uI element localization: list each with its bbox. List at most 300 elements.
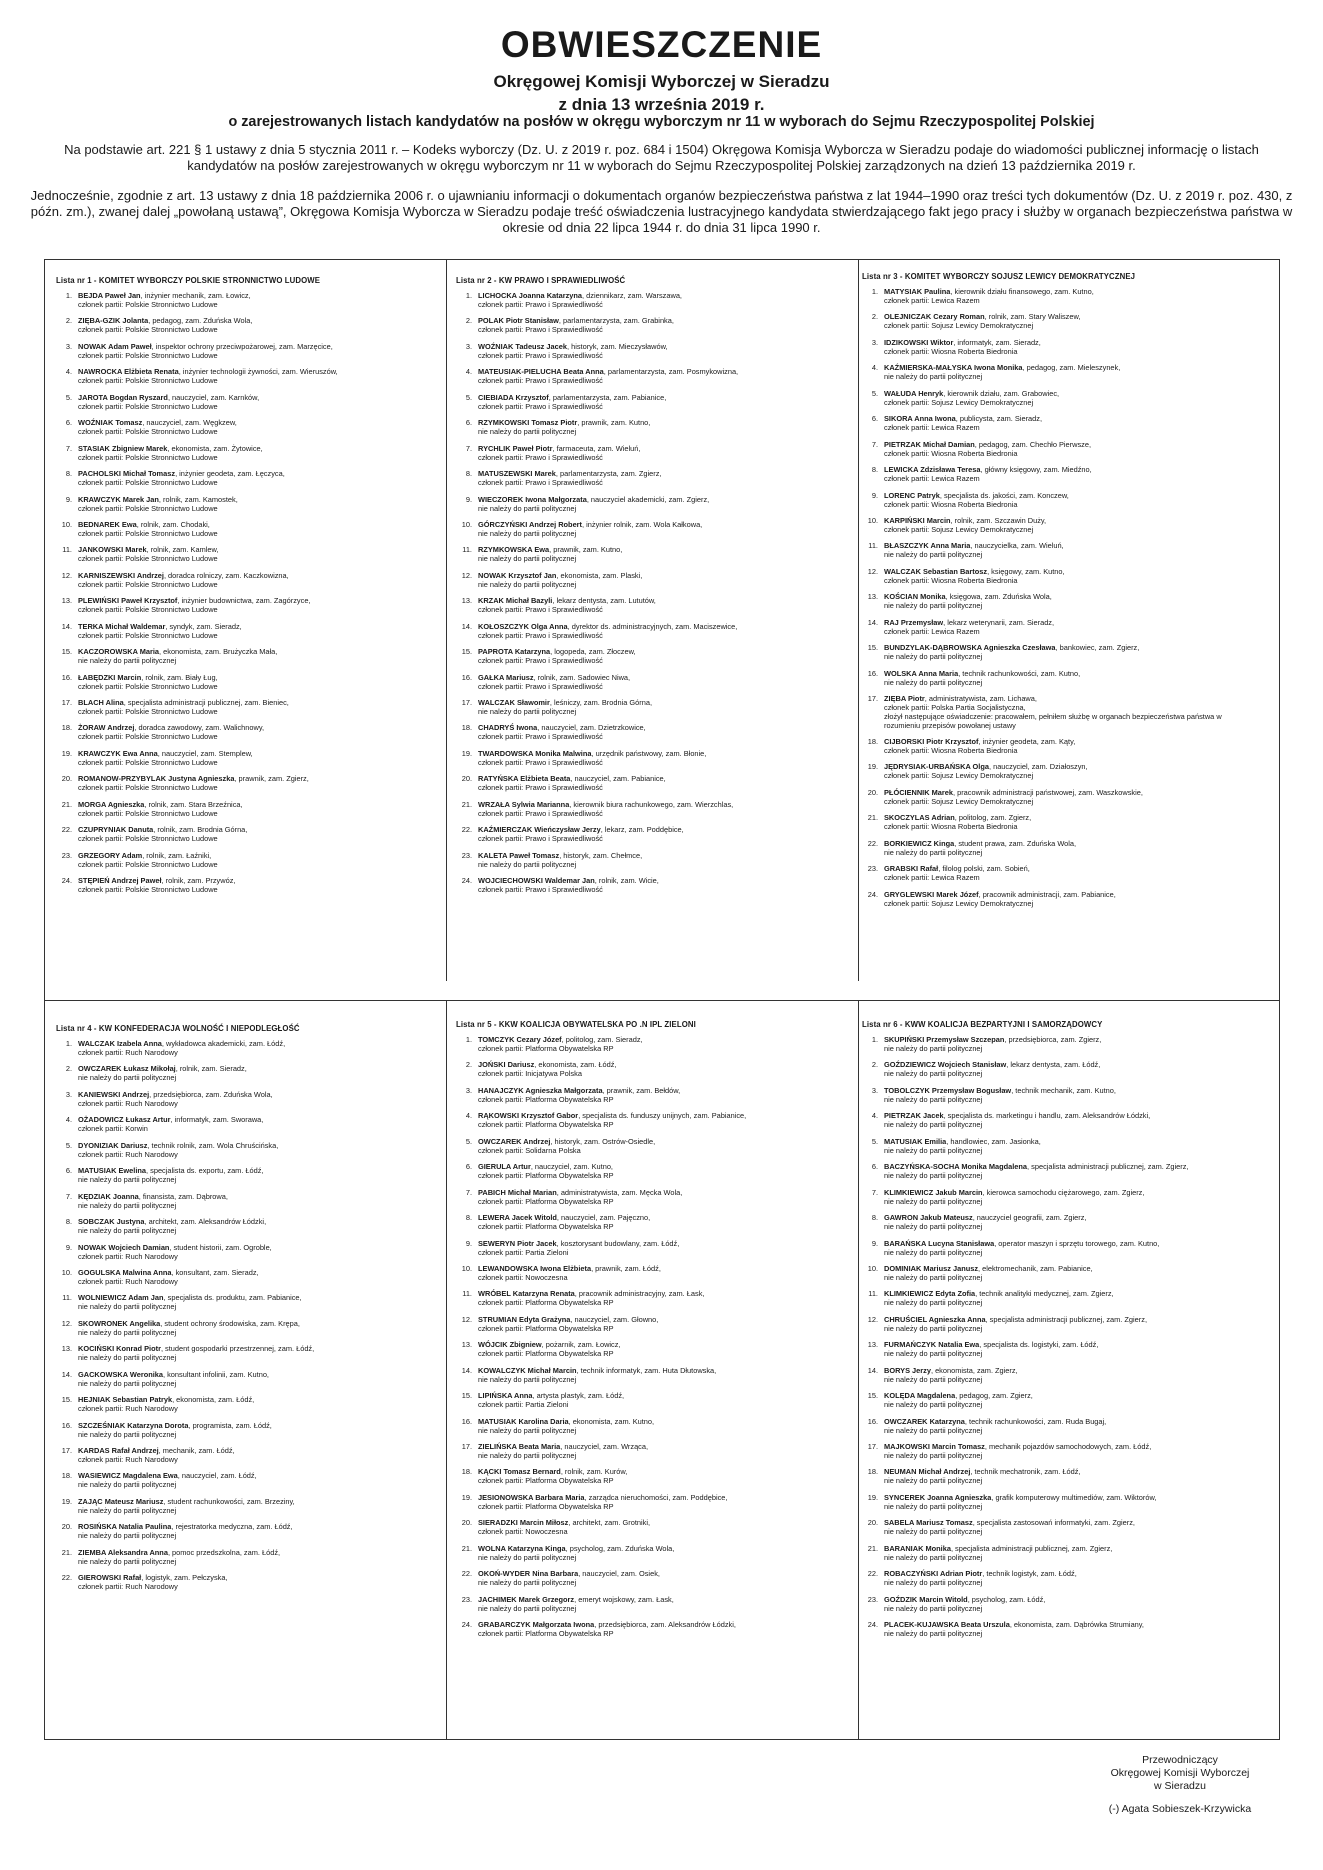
candidate-party: członek partii: Platforma Obywatelska RP bbox=[478, 1222, 614, 1232]
candidate-name: WRÓBEL Katarzyna Renata bbox=[478, 1289, 575, 1299]
candidate-entry bbox=[862, 1239, 1257, 1264]
candidate-number: 2. bbox=[871, 1060, 878, 1070]
candidate-occupation: , inżynier mechanik, zam. Łowicz, bbox=[140, 291, 251, 300]
candidate-party: członek partii: Korwin bbox=[78, 1124, 148, 1134]
candidate-party: członek partii: Platforma Obywatelska RP bbox=[478, 1298, 614, 1308]
candidate-number: 20. bbox=[867, 1518, 878, 1528]
candidate-party: członek partii: Lewica Razem bbox=[884, 474, 980, 484]
candidate-text bbox=[884, 541, 1257, 566]
candidate-number: 23. bbox=[461, 850, 472, 860]
candidate-name: GÓRCZYŃSKI Andrzej Robert bbox=[478, 519, 583, 529]
candidate-number: 5. bbox=[871, 1136, 878, 1146]
candidate-number: 18. bbox=[461, 723, 472, 733]
candidate-party: nie należy do partii politycznej bbox=[884, 1629, 983, 1639]
candidate-name: WOŹNIAK Tomasz bbox=[78, 418, 143, 428]
candidate-occupation: , księgowy, zam. Kutno, bbox=[987, 566, 1065, 576]
candidate-party: członek partii: Prawo i Sprawiedliwość bbox=[478, 452, 603, 462]
candidate-entry bbox=[56, 495, 451, 520]
candidate-entry bbox=[456, 1315, 851, 1340]
candidate-party: członek partii: Polskie Stronnictwo Ludowe bbox=[78, 681, 218, 691]
candidate-party: członek partii: Wiosna Roberta Biedronia bbox=[884, 746, 1018, 755]
candidate-occupation: , kierownik działu, zam. Grabowiec, bbox=[943, 388, 1060, 398]
candidate-name: GAŁKA Mariusz bbox=[478, 672, 534, 682]
candidate-text bbox=[78, 1039, 451, 1064]
candidate-text bbox=[884, 287, 1257, 312]
candidate-text bbox=[478, 1391, 851, 1416]
candidate-entry bbox=[456, 749, 851, 774]
candidate-occupation: , rolnik, zam. Biały Ług, bbox=[141, 672, 218, 682]
candidate-occupation: , nauczyciel, zam. Łódź, bbox=[177, 1471, 257, 1481]
candidate-text bbox=[884, 1595, 1257, 1620]
candidate-text bbox=[78, 622, 451, 647]
candidate-text bbox=[884, 839, 1257, 864]
candidate-name: STĘPIEŃ Andrzej Paweł bbox=[78, 876, 162, 886]
candidate-text bbox=[78, 1497, 451, 1522]
candidate-name: BEJDA Paweł Jan bbox=[78, 291, 141, 300]
divider-vertical-bottom-2 bbox=[858, 1000, 859, 1740]
candidate-name: PIETRZAK Jacek bbox=[884, 1111, 944, 1121]
candidate-text bbox=[884, 1442, 1257, 1467]
candidate-number: 6. bbox=[465, 418, 472, 428]
candidate-name: MORGA Agnieszka bbox=[78, 799, 145, 809]
candidate-occupation: , informatyk, zam. Sworawa, bbox=[170, 1115, 264, 1125]
candidate-occupation: , technik mechatronik, zam. Łódź, bbox=[970, 1467, 1081, 1477]
candidate-text bbox=[478, 1366, 851, 1391]
candidate-number: 23. bbox=[867, 1594, 878, 1604]
candidate-text bbox=[884, 1467, 1257, 1492]
candidate-entry bbox=[56, 596, 451, 621]
candidate-occupation: , artysta plastyk, zam. Łódź, bbox=[532, 1391, 625, 1401]
candidate-occupation: , historyk, zam. Mieczysławów, bbox=[566, 341, 668, 351]
candidate-entry bbox=[56, 1471, 451, 1496]
candidate-occupation: , lekarz, zam. Poddębice, bbox=[600, 825, 684, 835]
candidate-name: PLACEK-KUJAWSKA Beata Urszula bbox=[884, 1620, 1010, 1630]
candidate-text bbox=[478, 520, 851, 545]
candidate-number: 4. bbox=[465, 367, 472, 377]
candidate-party: członek partii: Platforma Obywatelska RP bbox=[478, 1120, 614, 1130]
candidate-party: nie należy do partii politycznej bbox=[884, 1069, 983, 1079]
candidate-text bbox=[478, 1417, 851, 1442]
candidate-party: członek partii: Nowoczesna bbox=[478, 1527, 568, 1537]
candidate-party: członek partii: Platforma Obywatelska RP bbox=[478, 1094, 614, 1104]
candidate-name: MATUSIAK Ewelina bbox=[78, 1166, 147, 1176]
candidate-name: JANKOWSKI Marek bbox=[78, 545, 147, 555]
candidate-number: 20. bbox=[461, 774, 472, 784]
candidate-occupation: , informatyk, zam. Sieradz, bbox=[953, 337, 1041, 347]
candidate-name: ZAJĄC Mateusz Mariusz bbox=[78, 1496, 164, 1506]
candidate-party: nie należy do partii politycznej bbox=[884, 1171, 983, 1181]
candidate-occupation: , student rachunkowości, zam. Brzeziny, bbox=[163, 1496, 295, 1506]
candidate-number: 12. bbox=[867, 1314, 878, 1324]
candidate-text bbox=[478, 418, 851, 443]
candidate-party: członek partii: Platforma Obywatelska RP bbox=[478, 1044, 614, 1053]
candidate-number: 2. bbox=[465, 316, 472, 326]
candidate-name: OLEJNICZAK Cezary Roman bbox=[884, 312, 985, 322]
candidate-party: członek partii: Prawo i Sprawiedliwość bbox=[478, 656, 603, 666]
candidate-entry bbox=[456, 647, 851, 672]
candidate-text bbox=[884, 890, 1257, 915]
candidate-name: LORENC Patryk bbox=[884, 490, 940, 500]
candidate-occupation: , finansista, zam. Dąbrowa, bbox=[138, 1191, 228, 1201]
candidate-number: 7. bbox=[871, 439, 878, 449]
candidate-name: KOWALCZYK Michał Marcin bbox=[478, 1365, 577, 1375]
candidate-text bbox=[884, 312, 1257, 337]
candidate-name: WALCZAK Sławomir bbox=[478, 698, 550, 707]
candidate-name: RATYŃSKA Elżbieta Beata bbox=[478, 774, 571, 784]
candidate-occupation: , pracownik administracyjny, zam. Łask, bbox=[574, 1289, 705, 1299]
candidate-occupation: , prawnik, zam. Kutno, bbox=[549, 545, 623, 555]
candidate-text bbox=[78, 1573, 451, 1598]
candidate-party: nie należy do partii politycznej bbox=[884, 1451, 983, 1460]
signature-name: (-) Agata Sobieszek-Krzywicka bbox=[1108, 1803, 1252, 1815]
candidate-number: 1. bbox=[871, 287, 878, 296]
candidate-text bbox=[884, 1340, 1257, 1365]
candidate-occupation: , specjalista administracji publicznej, zam. Zgierz, bbox=[985, 1314, 1147, 1324]
candidate-name: GRABARCZYK Małgorzata Iwona bbox=[478, 1620, 595, 1630]
candidate-occupation: , publicysta, zam. Sieradz, bbox=[955, 414, 1042, 424]
candidate-party: nie należy do partii politycznej bbox=[78, 1556, 177, 1566]
candidate-text bbox=[78, 596, 451, 621]
candidate-occupation: , pedagog, zam. Mieleszynek, bbox=[1022, 363, 1121, 373]
candidate-name: ROSIŃSKA Natalia Paulina bbox=[78, 1522, 172, 1532]
candidate-entry bbox=[56, 316, 451, 341]
candidate-party: nie należy do partii politycznej bbox=[884, 1578, 983, 1588]
candidate-name: SKOWRONEK Angelika bbox=[78, 1318, 161, 1328]
candidate-name: NOWAK Adam Paweł bbox=[78, 341, 152, 351]
candidate-name: TOMCZYK Cezary Józef bbox=[478, 1035, 562, 1044]
candidate-text bbox=[78, 1268, 451, 1293]
candidate-occupation: , kierownik działu finansowego, zam. Kutno, bbox=[950, 287, 1094, 296]
candidate-party: członek partii: Ruch Narodowy bbox=[78, 1149, 178, 1159]
candidate-number: 7. bbox=[465, 443, 472, 453]
candidate-text bbox=[884, 1391, 1257, 1416]
candidate-name: KALETA Paweł Tomasz bbox=[478, 850, 560, 860]
candidate-number: 7. bbox=[65, 1191, 72, 1201]
candidate-party: nie należy do partii politycznej bbox=[78, 1175, 177, 1185]
candidate-text bbox=[78, 1344, 451, 1369]
candidate-name: KANIEWSKI Andrzej bbox=[78, 1089, 150, 1099]
candidate-occupation: , ekonomista, zam. Łódź, bbox=[534, 1060, 617, 1070]
candidate-name: MATUSIAK Emilia bbox=[884, 1136, 947, 1146]
list-title: Lista nr 6 - KWW KOALICJA BEZPARTYJNI I SAMORZĄDOWCY bbox=[862, 1020, 1103, 1029]
candidate-entry bbox=[862, 1620, 1257, 1645]
candidate-number: 5. bbox=[65, 1140, 72, 1150]
candidate-entry bbox=[56, 1446, 451, 1471]
candidate-name: JAROTA Bogdan Ryszard bbox=[78, 392, 168, 402]
candidate-number: 22. bbox=[61, 825, 72, 835]
candidate-entry bbox=[456, 316, 851, 341]
candidate-text bbox=[884, 592, 1257, 617]
candidate-name: OWCZAREK Łukasz Mikołaj bbox=[78, 1064, 176, 1074]
signature-role: Przewodniczący bbox=[1142, 1754, 1218, 1766]
candidate-entry bbox=[56, 1115, 451, 1140]
candidate-party: członek partii: Platforma Obywatelska RP bbox=[478, 1501, 614, 1511]
candidate-text bbox=[884, 1137, 1257, 1162]
candidate-text bbox=[478, 647, 851, 672]
candidate-occupation: , technik rolnik, zam. Wola Chruścińska, bbox=[147, 1140, 279, 1150]
candidate-entry bbox=[862, 1518, 1257, 1543]
candidate-party: członek partii: Ruch Narodowy bbox=[78, 1582, 178, 1592]
candidate-name: GIERULA Artur bbox=[478, 1162, 531, 1172]
candidate-number: 3. bbox=[65, 1089, 72, 1099]
candidate-entry bbox=[862, 1442, 1257, 1467]
candidate-number: 5. bbox=[65, 392, 72, 402]
candidate-name: BARANIAK Monika bbox=[884, 1543, 951, 1553]
candidate-number: 15. bbox=[61, 647, 72, 657]
candidate-text bbox=[884, 414, 1257, 439]
candidate-entry bbox=[56, 418, 451, 443]
candidate-number: 21. bbox=[461, 1543, 472, 1553]
candidate-party: członek partii: Lewica Razem bbox=[884, 873, 980, 883]
candidate-name: PLEWIŃSKI Paweł Krzysztof bbox=[78, 596, 178, 606]
candidate-occupation: , architekt, zam. Grotniki, bbox=[568, 1518, 651, 1528]
candidate-entry bbox=[56, 1090, 451, 1115]
candidate-number: 13. bbox=[61, 596, 72, 606]
candidate-occupation: , nauczyciel, zam. Pajęczno, bbox=[556, 1213, 651, 1223]
candidate-name: GIEROWSKI Rafał bbox=[78, 1573, 142, 1583]
candidate-entry bbox=[862, 312, 1257, 337]
candidate-entry bbox=[456, 291, 851, 316]
candidate-number: 7. bbox=[871, 1187, 878, 1197]
candidate-party: członek partii: Platforma Obywatelska RP bbox=[478, 1629, 614, 1639]
candidate-entry bbox=[56, 800, 451, 825]
candidate-number: 1. bbox=[65, 1039, 72, 1048]
candidate-number: 5. bbox=[465, 1136, 472, 1146]
candidate-occupation: , ekonomista, zam. Dąbrówka Strumiany, bbox=[1009, 1620, 1144, 1630]
candidate-entry bbox=[862, 694, 1257, 737]
candidate-occupation: , przedsiębiorca, zam. Zgierz, bbox=[1004, 1035, 1102, 1044]
candidate-entry bbox=[56, 1268, 451, 1293]
candidate-text bbox=[884, 669, 1257, 694]
candidate-name: KOCIŃSKI Konrad Piotr bbox=[78, 1344, 161, 1354]
candidate-entry bbox=[862, 813, 1257, 838]
candidate-party: członek partii: Ruch Narodowy bbox=[78, 1404, 178, 1414]
list-panel-3 bbox=[862, 272, 1257, 915]
candidate-party: członek partii: Polskie Stronnictwo Ludowe bbox=[78, 350, 218, 360]
candidate-entry bbox=[56, 622, 451, 647]
candidate-number: 3. bbox=[871, 1085, 878, 1095]
candidate-occupation: , technik mechanik, zam. Kutno, bbox=[1011, 1085, 1116, 1095]
candidate-party: nie należy do partii politycznej bbox=[478, 1578, 577, 1588]
candidate-party: członek partii: Ruch Narodowy bbox=[78, 1251, 178, 1261]
candidate-name: JOŃSKI Dariusz bbox=[478, 1060, 535, 1070]
candidate-entry bbox=[56, 1217, 451, 1242]
candidate-number: 3. bbox=[65, 341, 72, 351]
candidate-occupation: , nauczyciel, zam. Działoszyn, bbox=[988, 762, 1088, 772]
candidate-party: członek partii: Wiosna Roberta Biedronia bbox=[884, 822, 1018, 832]
candidate-entry bbox=[456, 596, 851, 621]
candidate-number: 14. bbox=[61, 621, 72, 631]
candidate-party: członek partii: Prawo i Sprawiedliwość bbox=[478, 478, 603, 488]
candidate-entry bbox=[56, 1039, 451, 1064]
candidate-entry bbox=[862, 890, 1257, 915]
candidate-entry bbox=[862, 762, 1257, 787]
candidate-party: członek partii: Prawo i Sprawiedliwość bbox=[478, 401, 603, 411]
candidate-name: MATUSIAK Karolina Daria bbox=[478, 1416, 569, 1426]
candidate-number: 4. bbox=[65, 1115, 72, 1125]
candidate-entry bbox=[456, 469, 851, 494]
candidate-name: KRAWCZYK Ewa Anna bbox=[78, 748, 158, 758]
candidate-occupation: , leśniczy, zam. Brodnia Górna, bbox=[549, 698, 652, 707]
list-panel-1 bbox=[56, 276, 451, 902]
candidate-number: 17. bbox=[867, 1442, 878, 1451]
candidate-occupation: , technik analityki medycznej, zam. Zgierz, bbox=[975, 1289, 1114, 1299]
candidate-name: BARAŃSKA Lucyna Stanisława bbox=[884, 1238, 995, 1248]
candidate-party: nie należy do partii politycznej bbox=[478, 1603, 577, 1613]
candidate-entry bbox=[56, 1166, 451, 1191]
candidate-occupation: , rolnik, zam. Sadowiec Niwa, bbox=[533, 672, 631, 682]
candidate-entry bbox=[56, 444, 451, 469]
candidate-text bbox=[478, 1518, 851, 1543]
candidate-text bbox=[478, 393, 851, 418]
candidate-number: 5. bbox=[871, 388, 878, 398]
list-title: Lista nr 2 - KW PRAWO I SPRAWIEDLIWOŚĆ bbox=[456, 276, 626, 285]
candidate-text bbox=[478, 1213, 851, 1238]
candidate-entry bbox=[56, 876, 451, 901]
candidate-name: BEDNAREK Ewa bbox=[78, 519, 137, 529]
candidate-text bbox=[884, 1315, 1257, 1340]
candidate-number: 14. bbox=[867, 617, 878, 627]
candidate-name: SKOCZYLAS Adrian bbox=[884, 813, 955, 823]
candidate-number: 8. bbox=[871, 465, 878, 475]
candidate-number: 20. bbox=[61, 1522, 72, 1532]
candidate-party: członek partii: Polskie Stronnictwo Ludowe bbox=[78, 427, 218, 437]
candidate-entry bbox=[862, 839, 1257, 864]
candidate-number: 11. bbox=[62, 545, 72, 555]
candidate-number: 21. bbox=[461, 799, 472, 809]
candidate-occupation: , pedagog, zam. Chechło Pierwsze, bbox=[974, 439, 1092, 449]
candidate-name: WASIEWICZ Magdalena Ewa bbox=[78, 1471, 178, 1481]
signature-commission: Okręgowej Komisji Wyborczej bbox=[1110, 1767, 1250, 1779]
candidate-text bbox=[478, 1060, 851, 1085]
candidate-party: członek partii: Sojusz Lewicy Demokratycznej bbox=[884, 321, 1034, 331]
candidate-number: 20. bbox=[867, 787, 878, 797]
candidate-party: członek partii: Polskie Stronnictwo Ludowe bbox=[78, 808, 218, 818]
candidate-occupation: , programista, zam. Łódź, bbox=[188, 1420, 272, 1430]
candidate-text bbox=[478, 876, 851, 901]
candidate-party: nie należy do partii politycznej bbox=[478, 579, 577, 589]
candidate-party: członek partii: Wiosna Roberta Biedronia bbox=[884, 575, 1018, 585]
candidate-text bbox=[78, 1446, 451, 1471]
candidate-name: DOMINIAK Mariusz Janusz bbox=[884, 1263, 979, 1273]
candidate-entry bbox=[862, 1035, 1257, 1060]
candidate-entry bbox=[56, 1522, 451, 1547]
candidate-text bbox=[78, 698, 451, 723]
candidate-entry bbox=[56, 698, 451, 723]
candidate-number: 18. bbox=[61, 723, 72, 733]
candidate-occupation: , rolnik, zam. Chodaki, bbox=[136, 519, 210, 529]
candidate-occupation: , wykładowca akademicki, zam. Łódź, bbox=[161, 1039, 286, 1048]
candidate-name: BORYS Jerzy bbox=[884, 1365, 931, 1375]
candidate-party: nie należy do partii politycznej bbox=[78, 1531, 177, 1541]
candidate-party: członek partii: Polskie Stronnictwo Ludowe bbox=[78, 630, 218, 640]
candidate-name: PŁÓCIENNIK Marek bbox=[884, 787, 953, 797]
candidate-party: członek partii: Prawo i Sprawiedliwość bbox=[478, 350, 603, 360]
candidate-party: członek partii: Partia Zieloni bbox=[478, 1400, 569, 1410]
candidate-party: nie należy do partii politycznej bbox=[884, 847, 983, 857]
candidate-name: MATEUSIAK-PIELUCHA Beata Anna bbox=[478, 367, 604, 377]
candidate-party: członek partii: Platforma Obywatelska RP bbox=[478, 1171, 614, 1181]
candidate-text bbox=[478, 1493, 851, 1518]
candidate-occupation: , nauczyciel, zam. Stemplew, bbox=[157, 748, 253, 758]
candidate-text bbox=[884, 737, 1257, 762]
candidate-occupation: , rolnik, zam. Kamlew, bbox=[146, 545, 219, 555]
candidate-occupation: , architekt, zam. Aleksandrów Łódzki, bbox=[144, 1217, 267, 1227]
candidate-entry bbox=[456, 393, 851, 418]
candidate-text bbox=[78, 1548, 451, 1573]
candidate-name: KARPIŃSKI Marcin bbox=[884, 515, 951, 525]
candidate-occupation: , nauczyciel, zam. Karnków, bbox=[167, 392, 260, 402]
candidate-name: RAJ Przemysław bbox=[884, 617, 944, 627]
candidate-text bbox=[478, 1239, 851, 1264]
candidate-number: 23. bbox=[867, 864, 878, 874]
candidate-text bbox=[478, 1569, 851, 1594]
candidate-name: KAŹMIERSKA-MAŁYSKA Iwona Monika bbox=[884, 363, 1023, 373]
candidate-number: 12. bbox=[61, 570, 72, 580]
candidate-party: członek partii: Ruch Narodowy bbox=[78, 1276, 178, 1286]
candidate-entry bbox=[456, 1493, 851, 1518]
candidate-party: nie należy do partii politycznej bbox=[884, 1374, 983, 1384]
candidate-entry bbox=[862, 1595, 1257, 1620]
candidate-party: nie należy do partii politycznej bbox=[78, 1353, 177, 1363]
candidate-number: 2. bbox=[465, 1060, 472, 1070]
candidate-entry bbox=[456, 673, 851, 698]
list-panel-5 bbox=[456, 1020, 851, 1646]
candidate-text bbox=[884, 1417, 1257, 1442]
candidate-entry bbox=[456, 520, 851, 545]
candidate-party: członek partii: Polskie Stronnictwo Ludowe bbox=[78, 554, 218, 564]
candidate-occupation: , handlowiec, zam. Jasionka, bbox=[946, 1136, 1041, 1146]
candidate-number: 9. bbox=[871, 1238, 878, 1248]
candidate-name: RZYMKOWSKI Tomasz Piotr bbox=[478, 418, 578, 428]
candidate-occupation: , student gospodarki przestrzennej, zam. Łódź, bbox=[160, 1344, 315, 1354]
candidate-party: nie należy do partii politycznej bbox=[884, 1120, 983, 1130]
candidate-text bbox=[78, 367, 451, 392]
candidate-number: 4. bbox=[65, 367, 72, 377]
candidate-occupation: , ekonomista, zam. Plaski, bbox=[556, 570, 643, 580]
candidate-occupation: , specjalista ds. exportu, zam. Łódź, bbox=[146, 1166, 264, 1176]
candidate-text bbox=[478, 367, 851, 392]
candidate-occupation: , nauczyciel, zam. Kutno, bbox=[530, 1162, 613, 1172]
candidate-occupation: , psycholog, zam. Zduńska Wola, bbox=[565, 1543, 675, 1553]
candidate-text bbox=[78, 316, 451, 341]
candidate-text bbox=[478, 495, 851, 520]
candidate-entry bbox=[862, 491, 1257, 516]
candidate-number: 7. bbox=[465, 1187, 472, 1197]
candidate-occupation: , student historii, zam. Ogroble, bbox=[169, 1242, 272, 1252]
candidate-number: 13. bbox=[461, 1340, 472, 1350]
candidate-occupation: , nauczyciel akademicki, zam. Zgierz, bbox=[586, 494, 710, 504]
candidate-occupation: , przedsiębiorca, zam. Aleksandrów Łódzki, bbox=[594, 1620, 736, 1630]
candidate-name: KARNISZEWSKI Andrzej bbox=[78, 570, 164, 580]
candidate-number: 19. bbox=[867, 762, 878, 772]
candidate-party: nie należy do partii politycznej bbox=[478, 859, 577, 869]
candidate-party: nie należy do partii politycznej bbox=[884, 1272, 983, 1282]
candidate-name: RZYMKOWSKA Ewa bbox=[478, 545, 550, 555]
candidate-name: CHRUŚCIEL Agnieszka Anna bbox=[884, 1314, 986, 1324]
candidate-party: nie należy do partii politycznej bbox=[884, 652, 983, 662]
candidate-text bbox=[78, 1141, 451, 1166]
candidate-party: nie należy do partii politycznej bbox=[478, 427, 577, 437]
candidate-occupation: , inspektor ochrony przeciwpożarowej, zam. Marzęcice, bbox=[151, 341, 333, 351]
list-title: Lista nr 1 - KOMITET WYBORCZY POLSKIE STRONNICTWO LUDOWE bbox=[56, 276, 321, 285]
candidate-name: IDZIKOWSKI Wiktor bbox=[884, 337, 954, 347]
candidate-entry bbox=[862, 1391, 1257, 1416]
candidate-entry bbox=[56, 520, 451, 545]
candidate-party: członek partii: Sojusz Lewicy Demokratycznej bbox=[884, 524, 1034, 534]
candidate-party: nie należy do partii politycznej bbox=[884, 1044, 983, 1053]
candidate-occupation: , farmaceuta, zam. Wieluń, bbox=[552, 443, 641, 453]
